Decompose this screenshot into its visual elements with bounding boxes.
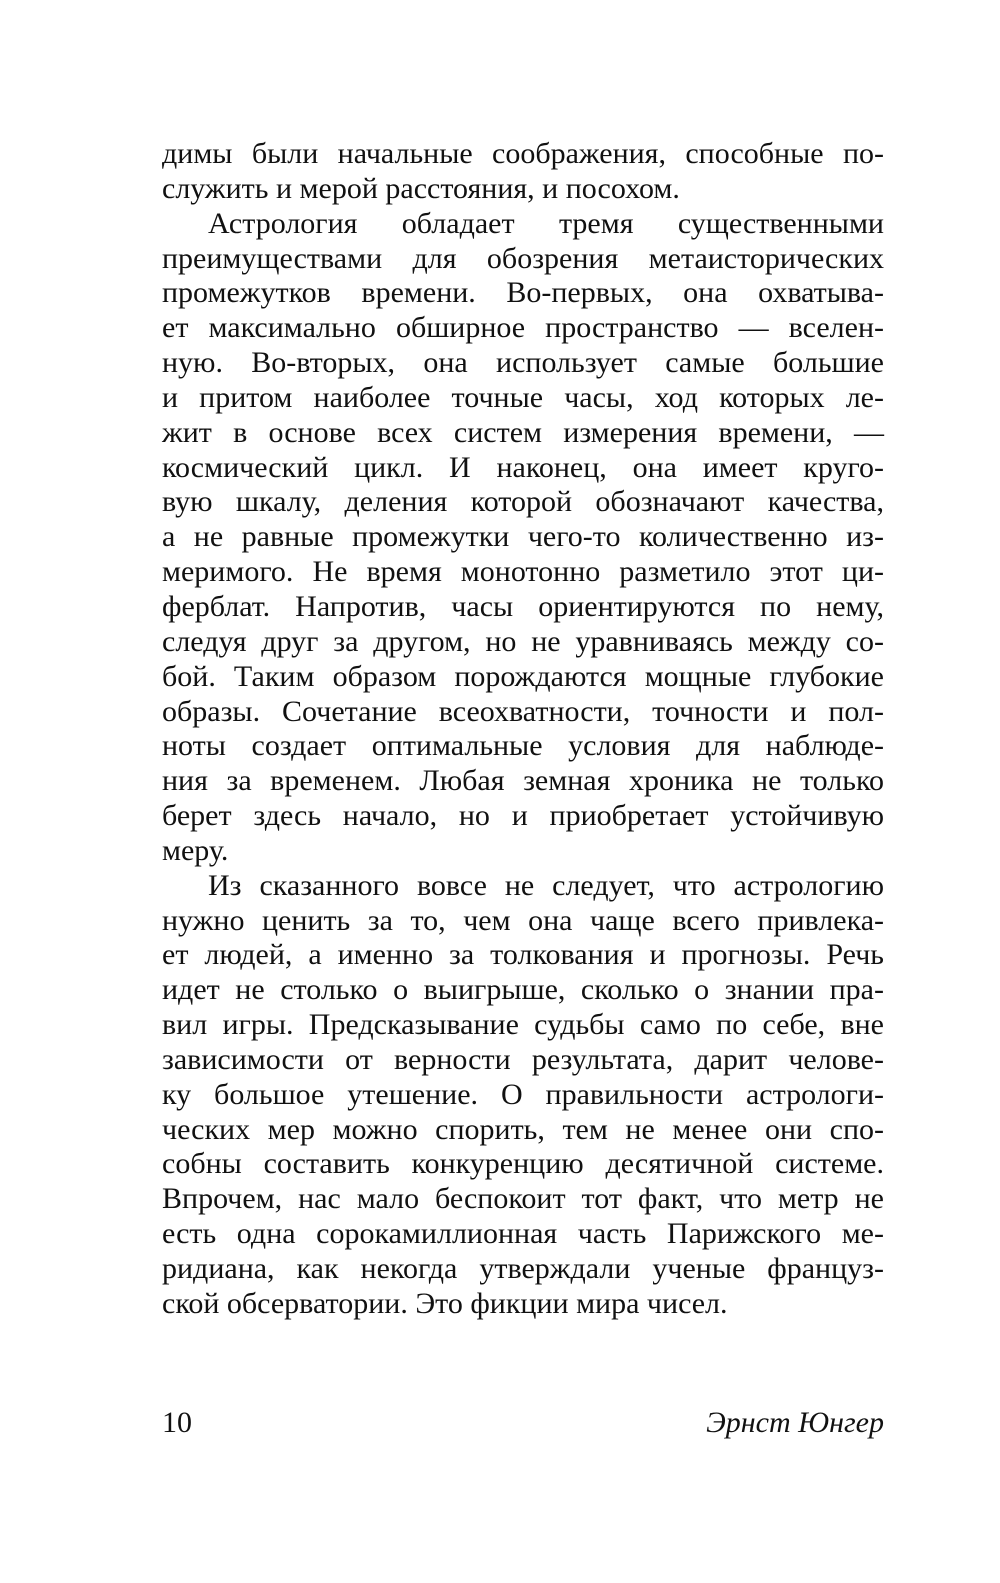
text-line: нужно ценить за то, чем она чаще всего привлека- [162, 903, 884, 937]
text-line: преимуществами для обозрения метаисторических [162, 241, 884, 275]
text-line: зависимости от верности результата, дарит челове- [162, 1042, 884, 1076]
text-line: димы были начальные соображения, способные по- [162, 137, 884, 170]
text-line: есть одна сорокамиллионная часть Парижского ме- [162, 1217, 884, 1251]
text-line: следуя друг за другом, но не уравниваясь между со- [162, 624, 884, 658]
page-number: 10 [162, 1406, 192, 1439]
paragraph [162, 869, 884, 1322]
text-line: Астрология обладает тремя существенными [208, 206, 884, 240]
paragraph [162, 137, 884, 207]
text-line: берет здесь начало, но и приобретает устойчивую [162, 799, 884, 833]
paragraph [162, 207, 884, 869]
text-line: ферблат. Напротив, часы ориентируются по нему, [162, 589, 884, 623]
text-line: а не равные промежутки чего-то количественно из- [162, 520, 884, 554]
text-line: промежутков времени. Во-первых, она охватыва- [162, 276, 884, 310]
text-line: космический цикл. И наконец, она имеет круго- [162, 450, 884, 484]
text-line: служить и мерой расстояния, и посохом. [162, 171, 680, 205]
text-line: меру. [162, 833, 229, 867]
text-line: меримого. Не время монотонно разметило этот ци- [162, 555, 884, 589]
text-line: собны составить конкуренцию десятичной системе. [162, 1147, 884, 1181]
text-line: ской обсерватории. Это фикции мира чисел. [162, 1286, 728, 1320]
text-line: ную. Во-вторых, она использует самые большие [162, 346, 884, 380]
text-line: Впрочем, нас мало беспокоит тот факт, что метр не [162, 1182, 884, 1216]
text-line: и притом наиболее точные часы, ход которых ле- [162, 380, 884, 414]
text-line: ридиана, как некогда утверждали ученые француз- [162, 1252, 884, 1285]
text-line: вую шкалу, деления которой обозначают качества, [162, 485, 884, 519]
text-line: идет не столько о выигрыше, сколько о знании пра- [162, 973, 884, 1007]
text-line: ния за временем. Любая земная хроника не только [162, 764, 884, 798]
text-line: ку большое утешение. О правильности астрологи- [162, 1077, 884, 1111]
text-line: Из сказанного вовсе не следует, что астрологию [208, 868, 884, 902]
text-line: ет людей, а именно за толкования и прогнозы. Речь [162, 938, 884, 972]
text-line: ет максимально обширное пространство — вселен- [162, 311, 884, 345]
text-line: жит в основе всех систем измерения времени, — [162, 415, 884, 449]
text-line: ческих мер можно спорить, тем не менее они спо- [162, 1112, 884, 1146]
running-footer-author: Эрнст Юнгер [706, 1406, 884, 1439]
text-line: вил игры. Предсказывание судьбы само по себе, вне [162, 1008, 884, 1042]
text-line: бой. Таким образом порождаются мощные глубокие [162, 659, 884, 693]
text-line: ноты создает оптимальные условия для наблюде- [162, 729, 884, 763]
body-text [162, 137, 884, 1322]
text-line: образы. Сочетание всеохватности, точности и пол- [162, 694, 884, 728]
